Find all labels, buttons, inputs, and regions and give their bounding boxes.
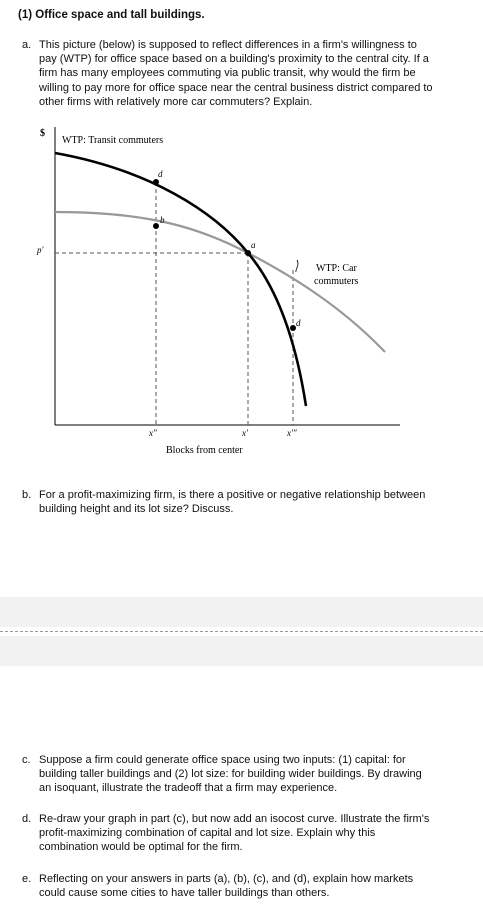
question-a-line: firm has many employees commuting via public transit, why would the firm be: [39, 67, 416, 80]
question-c-line: an isoquant, illustrate the tradeoff that a firm may experience.: [39, 782, 338, 795]
question-d-letter: d.: [22, 813, 32, 825]
question-c-letter: c.: [22, 754, 31, 766]
question-d-text: [39, 812, 429, 855]
question-e-letter: e.: [22, 873, 32, 885]
y-axis-label: $: [40, 128, 45, 139]
question-a-line: willing to pay more for office space near the central business district compared to: [39, 81, 433, 94]
question-d-line: Re-draw your graph in part (c), but now add an isocost curve. Illustrate the firm's: [39, 813, 430, 825]
tick-x-prime: x': [242, 428, 248, 438]
question-a-letter: a.: [22, 39, 32, 51]
question-b-line: building height and its lot size? Discuss.: [39, 503, 234, 516]
question-e-text: [39, 872, 413, 900]
car-curve-label-line2: commuters: [314, 276, 359, 287]
transit-commuter-curve: [55, 153, 306, 406]
page-heading: (1) Office space and tall buildings.: [18, 9, 205, 21]
dashed-separator: [0, 631, 483, 632]
answer-band-top: [0, 597, 483, 627]
question-c-text: [39, 753, 422, 796]
point-d-prime-label: d: [296, 318, 301, 328]
question-c-line: building taller buildings and (2) lot size: for building wider buildings. By drawing: [39, 768, 422, 781]
wtp-graph: [0, 120, 400, 465]
tick-x-triple: x'": [287, 428, 297, 438]
point-a-label: a: [251, 240, 256, 250]
question-a-text: [39, 38, 433, 109]
question-e-line: Reflecting on your answers in parts (a), (b), (c), and (d), explain how markets: [39, 873, 414, 885]
point-b-label: b: [160, 215, 165, 225]
question-c-line: Suppose a firm could generate office space using two inputs: (1) capital: for: [39, 754, 406, 766]
question-a-line: pay (WTP) for office space based on a building's proximity to the central city. If a: [39, 53, 429, 66]
question-a-line: This picture (below) is supposed to reflect differences in a firm's willingness to: [39, 39, 417, 51]
point-d-label: d: [158, 169, 163, 179]
x-axis-label: Blocks from center: [166, 445, 243, 456]
point-b-marker: [153, 223, 159, 229]
question-d-line: combination would be optimal for the firm.: [39, 841, 243, 854]
point-a-marker: [245, 250, 251, 256]
answer-band-bottom: [0, 636, 483, 666]
tick-x-double: x": [149, 428, 157, 438]
question-b-text: [39, 488, 425, 516]
car-label-pointer: [296, 260, 298, 272]
question-a-line: other firms with relatively more car commuters? Explain.: [39, 95, 313, 108]
price-label: p': [37, 245, 44, 255]
point-d-marker: [153, 179, 159, 185]
transit-curve-label: WTP: Transit commuters: [62, 135, 164, 146]
question-d-line: profit-maximizing combination of capital and lot size. Explain why this: [39, 827, 376, 840]
question-e-line: could cause some cities to have taller buildings than others.: [39, 887, 330, 900]
question-b-letter: b.: [22, 489, 32, 501]
question-b-line: For a profit-maximizing firm, is there a positive or negative relationship between: [39, 489, 426, 501]
car-curve-label-line1: WTP: Car: [316, 263, 357, 274]
